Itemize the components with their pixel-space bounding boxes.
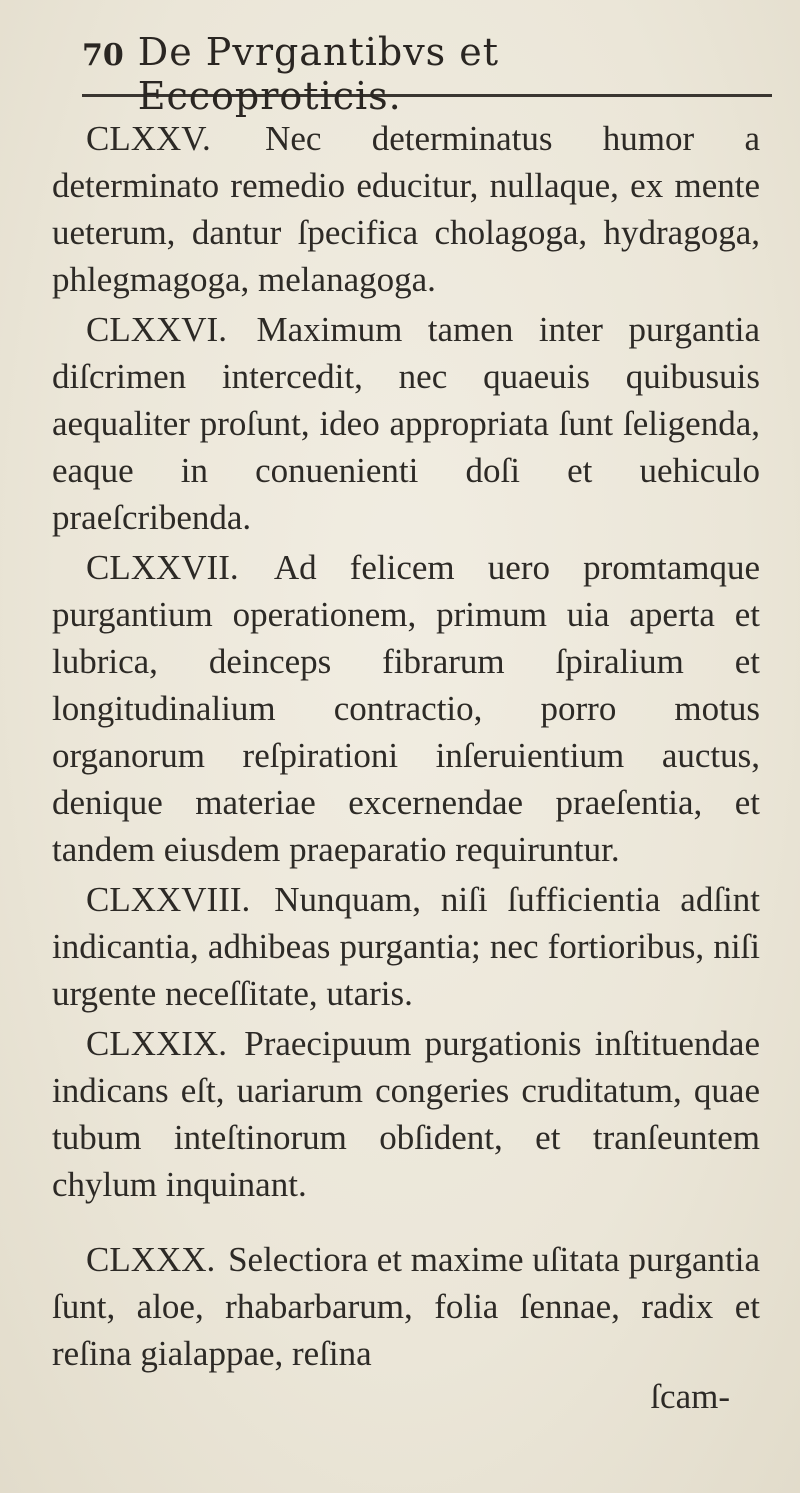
- paragraph-text: Nec determinatus humor a determinato remedio educitur, nullaque, ex mente ueterum, dantur ſpecifica cholagoga, hydragoga, phlegmagoga, melanagoga.: [52, 119, 760, 299]
- page-number: 70: [82, 38, 124, 73]
- paragraph-clxxvi: [52, 306, 760, 541]
- paragraph-number: CLXXV.: [86, 119, 211, 158]
- paragraph-gap: [52, 1208, 760, 1236]
- paragraph-text: Ad felicem uero promtamque purgantium operationem, primum uia aperta et lubrica, deinceps fibrarum ſpiralium et longitudinalium contractio, porro motus organorum reſpirationi inſeruientium auctus, denique materiae excernendae praeſentia, et tandem eiusdem praeparatio requiruntur.: [52, 548, 760, 869]
- paragraph-text: Selectiora et maxime uſitata purgantia ſunt, aloe, rhabarbarum, folia ſennae, radix et reſina gialappae, reſina: [52, 1240, 761, 1373]
- catchword: ſcam-: [650, 1377, 730, 1416]
- paragraph-number: CLXXVII.: [86, 548, 239, 587]
- running-head: [82, 30, 760, 118]
- paragraph-clxxvii: [52, 544, 760, 873]
- running-title: De Pvrgantibvs et Eccoproticis.: [137, 30, 499, 118]
- paragraph-text: Maximum tamen inter purgantia diſcrimen intercedit, nec quaeuis quibusuis aequaliter proſunt, ideo appropriata ſunt ſeligenda, eaque in conuenienti doſi et uehiculo praeſcribenda.: [52, 310, 760, 537]
- paragraph-clxxviii: [52, 876, 760, 1017]
- paragraph-number: CLXXX.: [86, 1240, 216, 1279]
- paragraph-number: CLXXVIII.: [86, 880, 251, 919]
- paragraph-clxxv: [52, 115, 760, 303]
- paragraph-text: Praecipuum purgationis inſtituendae indicans eſt, uariarum congeries cruditatum, quae tubum inteſtinorum obſident, et tranſeuntem chylum inquinant.: [52, 1024, 761, 1204]
- paragraph-clxxx: [52, 1236, 760, 1377]
- paragraph-text: Nunquam, niſi ſufficientia adſint indicantia, adhibeas purgantia; nec fortioribus, niſi urgente neceſſitate, utaris.: [52, 880, 761, 1013]
- paragraph-clxxix: [52, 1020, 760, 1208]
- paragraph-number: CLXXVI.: [86, 310, 227, 349]
- paragraph-number: CLXXIX.: [86, 1024, 227, 1063]
